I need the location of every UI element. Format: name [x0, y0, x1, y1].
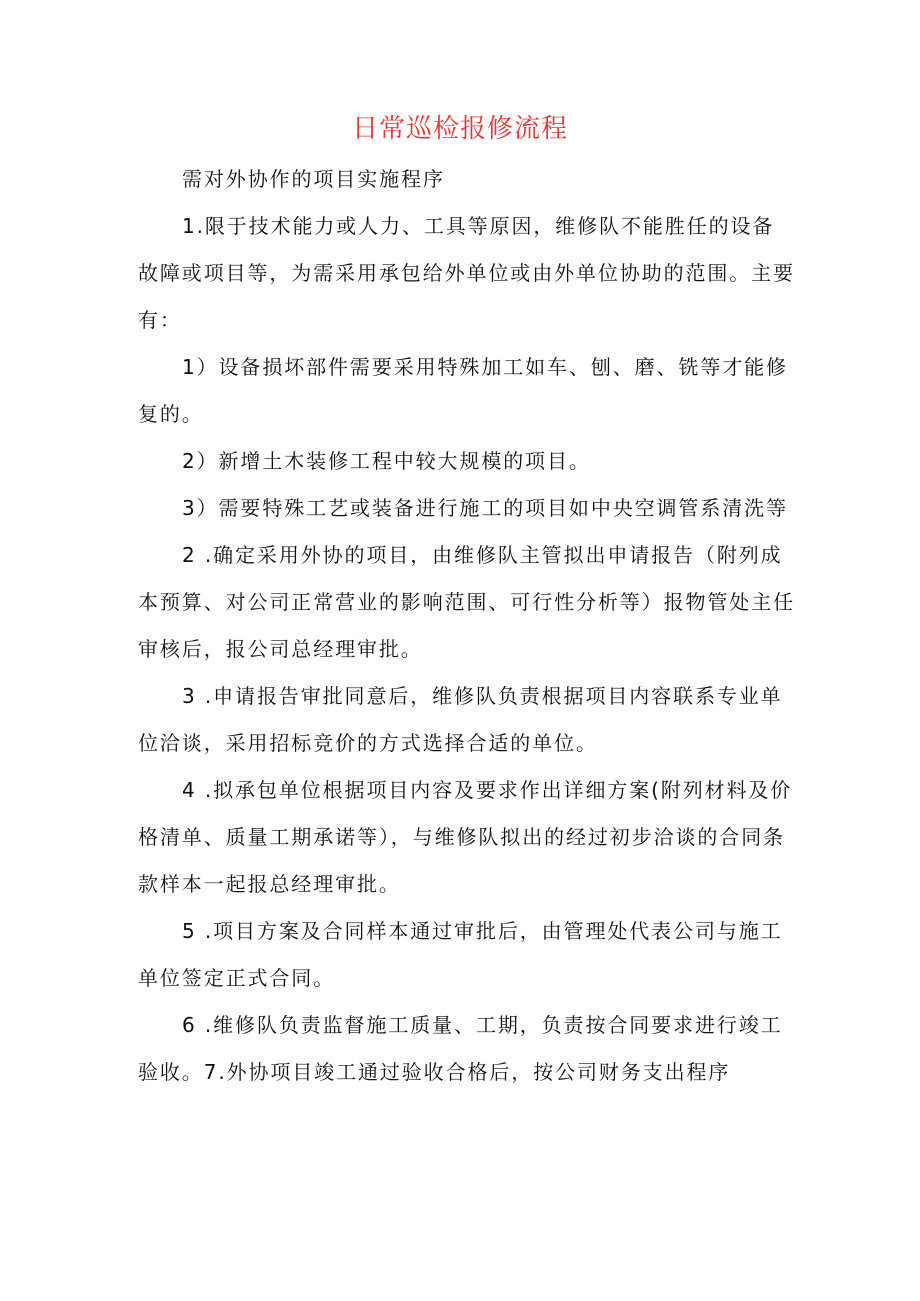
document-body: [138, 156, 796, 1096]
paragraph-item-1: 1.限于技术能力或人力、工具等原因，维修队不能胜任的设备故障或项目等，为需采用承包给外单位或由外单位协助的范围。主要有：: [138, 214, 795, 332]
paragraph-item-2: 2 .确定采用外协的项目，由维修队主管拟出申请报告（附列成本预算、对公司正常营业的影响范围、可行性分析等）报物管处主任审核后，报公司总经理审批。: [138, 543, 795, 661]
paragraph-subitem-2: 2）新增土木装修工程中较大规模的项目。: [182, 449, 591, 473]
document-title: 日常巡检报修流程: [351, 114, 568, 144]
paragraph-item-4: 4 .拟承包单位根据项目内容及要求作出详细方案(附列材料及价格清单、质量工期承诺等），与维修队拟出的经过初步洽谈的合同条款样本一起报总经理审批。: [138, 778, 793, 896]
paragraph-subitem-3: 3）需要特殊工艺或装备进行施工的项目如中央空调管系清洗等: [182, 496, 788, 520]
paragraph-intro: 需对外协作的项目实施程序: [182, 167, 445, 191]
paragraph-item-5: 5 .项目方案及合同样本通过审批后，由管理处代表公司与施工单位签定正式合同。: [138, 919, 783, 990]
paragraph-item-3: 3 .申请报告审批同意后，维修队负责根据项目内容联系专业单位洽谈，采用招标竞价的方式选择合适的单位。: [138, 684, 783, 755]
paragraph-item-6: 6 .维修队负责监督施工质量、工期，负责按合同要求进行竣工验收。7.外协项目竣工通过验收合格后，按公司财务支出程序: [138, 1013, 783, 1084]
paragraph-subitem-1: 1）设备损坏部件需要采用特殊加工如车、刨、磨、铣等才能修复的。: [138, 355, 788, 426]
